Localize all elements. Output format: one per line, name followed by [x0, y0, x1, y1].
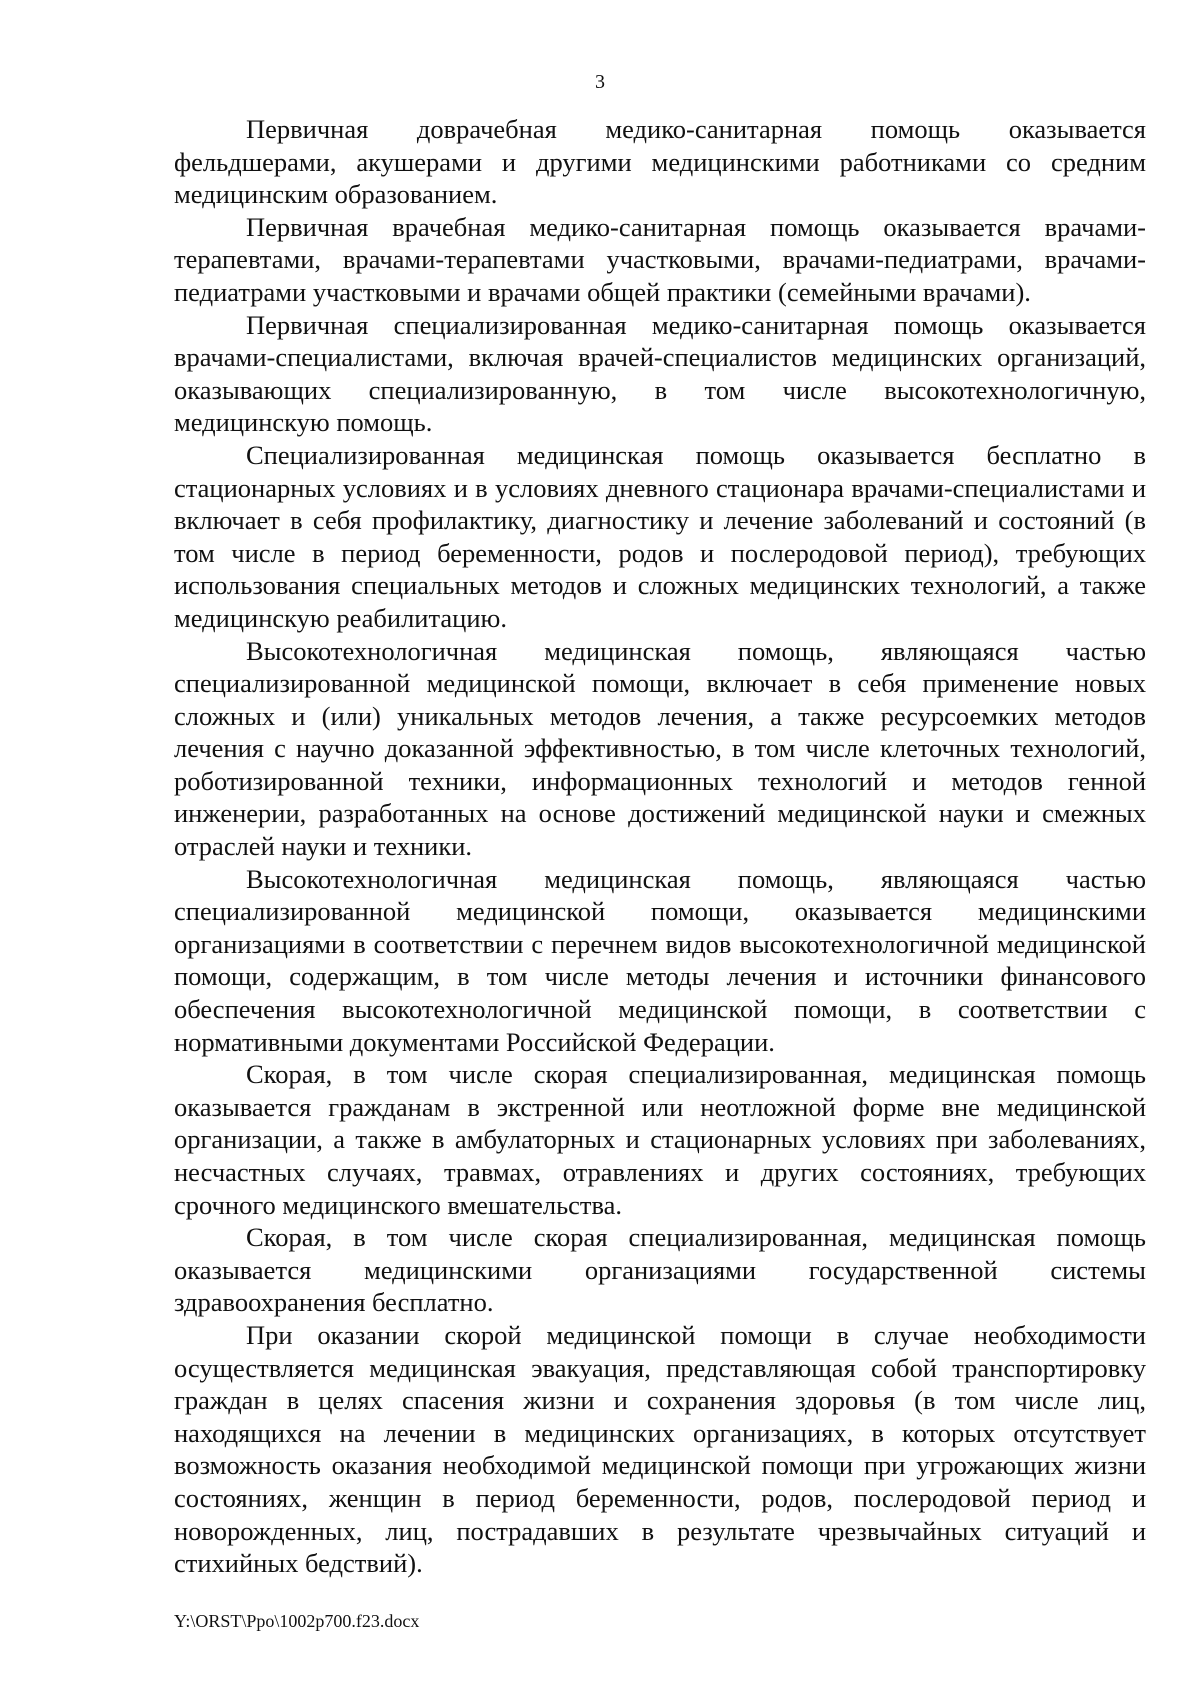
paragraph-primary-prephysician-care: Первичная доврачебная медико-санитарная помощь оказывается фельдшерами, акушерами и другими медицинскими работниками со средним медицинским образованием.: [174, 114, 1146, 210]
paragraph-high-tech-care-provision: Высокотехнологичная медицинская помощь, являющаяся частью специализированной медицинской помощи, оказывается медицинскими организациями в соответствии с перечнем видов высокотехнологичной медицинской помощи, содержащим, в том числе методы лечения и источники финансового обеспечения высокотехнологичной медицинской помощи, в соответствии с нормативными документами Российской Федерации.: [174, 863, 1146, 1057]
paragraph-high-tech-care-definition: Высокотехнологичная медицинская помощь, являющаяся частью специализированной медицинской помощи, включает в себя применение новых сложных и (или) уникальных методов лечения, а также ресурсоемких методов лечения с научно доказанной эффективностью, в том числе клеточных технологий, роботизированной техники, информационных технологий и методов генной инженерии, разработанных на основе достижений медицинской науки и смежных отраслей науки и техники.: [174, 635, 1146, 862]
footer-file-path: Y:\ORST\Ppo\1002p700.f23.docx: [174, 1611, 420, 1631]
paragraph-specialized-care: Специализированная медицинская помощь оказывается бесплатно в стационарных условиях и в условиях дневного стационара врачами-специалистами и включает в себя профилактику, диагностику и лечение заболеваний и состояний (в том числе в период беременности, родов и послеродовой период), требующих использования специальных методов и сложных медицинских технологий, а также медицинскую реабилитацию.: [174, 439, 1146, 633]
document-body: [174, 113, 1146, 1580]
paragraph-primary-physician-care: Первичная врачебная медико-санитарная помощь оказывается врачами-терапевтами, врачами-терапевтами участковыми, врачами-педиатрами, врачами-педиатрами участковыми и врачами общей практики (семейными врачами).: [174, 211, 1146, 307]
paragraph-medical-evacuation: При оказании скорой медицинской помощи в случае необходимости осуществляется медицинская эвакуация, представляющая собой транспортировку граждан в целях спасения жизни и сохранения здоровья (в том числе лиц, находящихся на лечении в медицинских организациях, в которых отсутствует возможность оказания необходимой медицинской помощи при угрожающих жизни состояниях, женщин в период беременности, родов, послеродовой период и новорожденных, лиц, пострадавших в результате чрезвычайных ситуаций и стихийных бедствий).: [174, 1319, 1146, 1579]
paragraph-emergency-care-conditions: Скорая, в том числе скорая специализированная, медицинская помощь оказывается гражданам в экстренной или неотложной форме вне медицинской организации, а также в амбулаторных и стационарных условиях при заболеваниях, несчастных случаях, травмах, отравлениях и других состояниях, требующих срочного медицинского вмешательства.: [174, 1059, 1146, 1220]
paragraph-emergency-care-free: Скорая, в том числе скорая специализированная, медицинская помощь оказывается медицинскими организациями государственной системы здравоохранения бесплатно.: [174, 1222, 1146, 1318]
page-number: 3: [595, 71, 605, 93]
paragraph-primary-specialized-care: Первичная специализированная медико-санитарная помощь оказывается врачами-специалистами, включая врачей-специалистов медицинских организаций, оказывающих специализированную, в том числе высокотехнологичную, медицинскую помощь.: [174, 309, 1146, 438]
